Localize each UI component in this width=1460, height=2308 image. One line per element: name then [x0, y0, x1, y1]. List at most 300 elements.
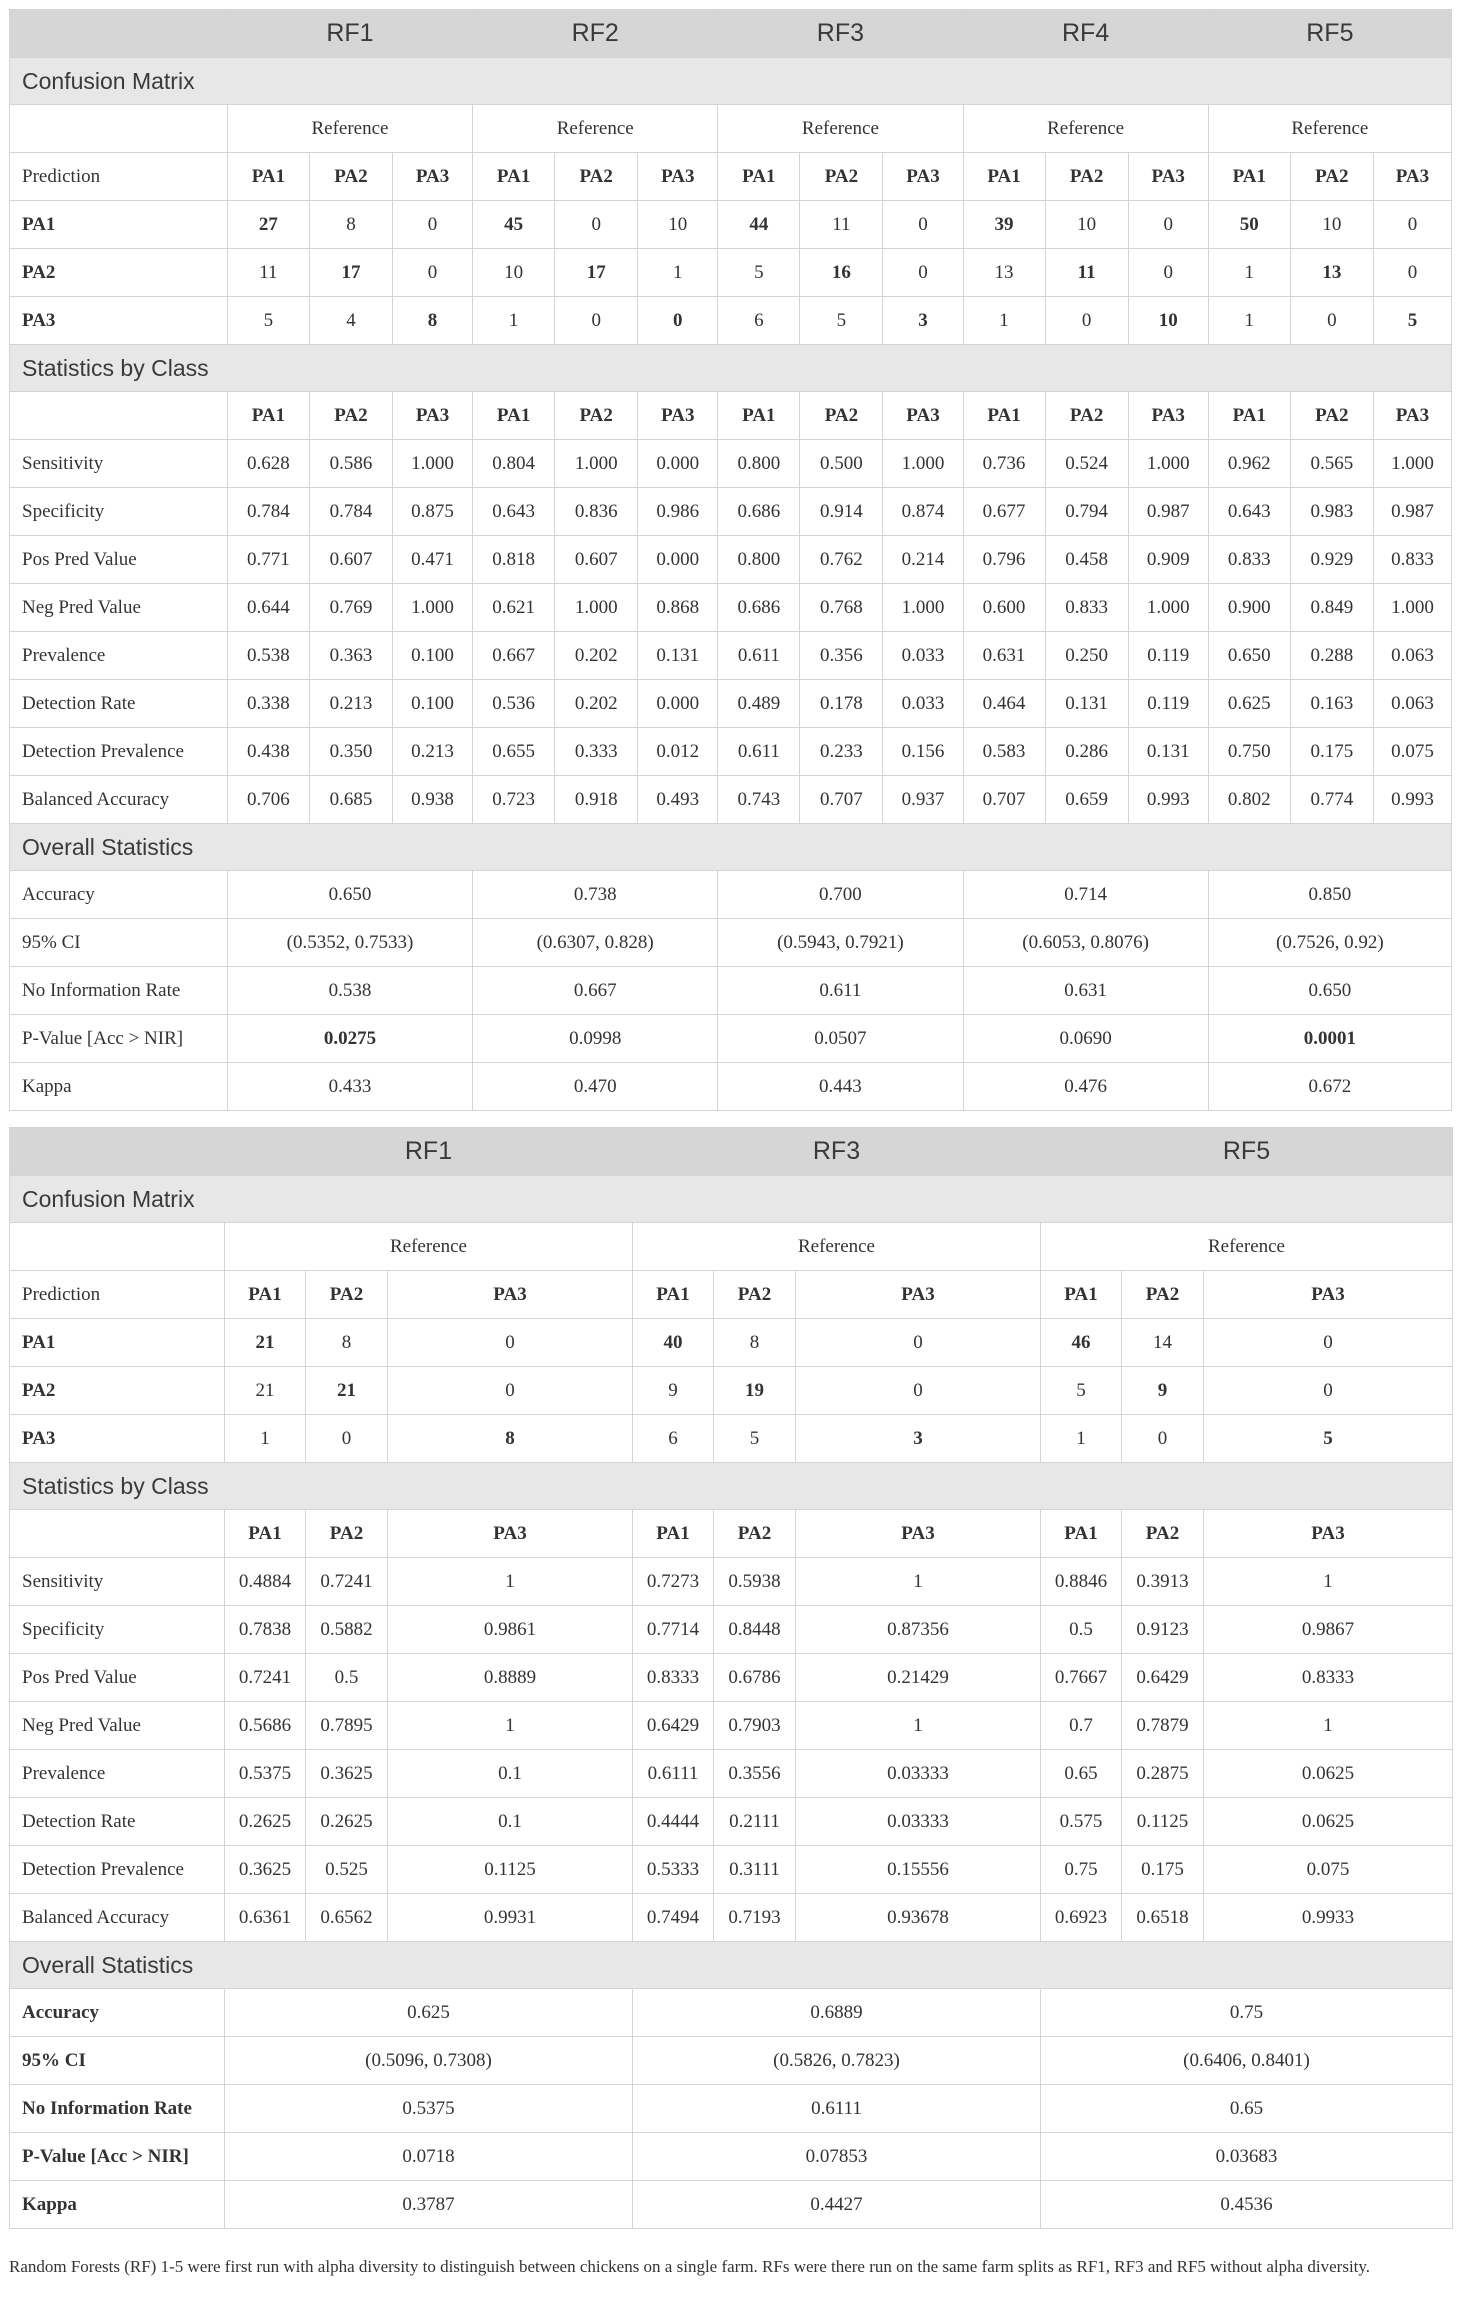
section-row [10, 1176, 1453, 1223]
class-header-row [10, 392, 1452, 440]
value-cell: 8 [714, 1319, 796, 1367]
empty-cell [10, 1510, 225, 1558]
row-label: Detection Rate [10, 680, 228, 728]
class-header: PA1 [1208, 153, 1290, 201]
value-cell: 45 [473, 201, 555, 249]
table-row [10, 249, 1452, 297]
value-cell: 0.175 [1122, 1846, 1204, 1894]
value-cell: 1 [1208, 297, 1290, 345]
row-label: PA2 [10, 249, 228, 297]
class-header: PA3 [393, 153, 473, 201]
value-cell: 0.0718 [225, 2133, 633, 2181]
value-cell: 0.6923 [1041, 1894, 1122, 1942]
value-cell: 0.214 [883, 536, 963, 584]
value-cell: 0.631 [963, 632, 1045, 680]
class-header: PA1 [473, 392, 555, 440]
value-cell: 0.655 [473, 728, 555, 776]
value-cell: 0.438 [227, 728, 309, 776]
table-row [10, 584, 1452, 632]
value-cell: 0.8333 [633, 1654, 714, 1702]
value-cell: 10 [473, 249, 555, 297]
value-cell: 0.983 [1290, 488, 1373, 536]
value-cell: 0 [555, 201, 638, 249]
value-cell: 6 [633, 1415, 714, 1463]
value-cell: 0.119 [1128, 680, 1208, 728]
value-cell: 1 [796, 1702, 1041, 1750]
value-cell: 0.771 [227, 536, 309, 584]
class-header: PA1 [473, 153, 555, 201]
table-row [10, 680, 1452, 728]
table-row [10, 919, 1452, 967]
value-cell: 0.493 [638, 776, 718, 824]
value-cell: 0.611 [718, 728, 800, 776]
class-header: PA2 [1122, 1510, 1204, 1558]
section-title-confusion: Confusion Matrix [10, 1176, 1453, 1223]
value-cell: 0 [796, 1367, 1041, 1415]
value-cell: 44 [718, 201, 800, 249]
value-cell: 14 [1122, 1319, 1204, 1367]
value-cell: 0 [1128, 249, 1208, 297]
value-cell: 0.6889 [633, 1989, 1041, 2037]
value-cell: 8 [393, 297, 473, 345]
class-header: PA3 [393, 392, 473, 440]
value-cell: 0.4444 [633, 1798, 714, 1846]
class-header: PA2 [800, 153, 883, 201]
value-cell: 0.7903 [714, 1702, 796, 1750]
value-cell: 0.5882 [306, 1606, 388, 1654]
class-header: PA2 [1290, 153, 1373, 201]
prediction-label: Prediction [10, 153, 228, 201]
value-cell: 0 [555, 297, 638, 345]
model-header: RF5 [1041, 1128, 1453, 1176]
value-cell: 0.643 [1208, 488, 1290, 536]
value-cell: 0 [883, 201, 963, 249]
value-cell: 0.849 [1290, 584, 1373, 632]
value-cell: 0.611 [718, 632, 800, 680]
value-cell: 4 [309, 297, 392, 345]
value-cell: 0.03683 [1041, 2133, 1453, 2181]
value-cell: 8 [306, 1319, 388, 1367]
value-cell: 0.5333 [633, 1846, 714, 1894]
value-cell: 1 [796, 1558, 1041, 1606]
value-cell: 1.000 [1373, 584, 1451, 632]
value-cell: 27 [227, 201, 309, 249]
model-header: RF3 [633, 1128, 1041, 1176]
class-header: PA1 [225, 1271, 306, 1319]
value-cell: 8 [388, 1415, 633, 1463]
value-cell: 5 [1041, 1367, 1122, 1415]
class-header: PA2 [555, 153, 638, 201]
row-label: 95% CI [10, 919, 228, 967]
class-header: PA3 [638, 392, 718, 440]
value-cell: 0.621 [473, 584, 555, 632]
value-cell: 0 [1122, 1415, 1204, 1463]
value-cell: 0 [388, 1367, 633, 1415]
value-cell: 0.075 [1373, 728, 1451, 776]
row-label: PA3 [10, 1415, 225, 1463]
value-cell: 0.667 [473, 967, 718, 1015]
table-caption: Random Forests (RF) 1-5 were first run with alpha diversity to distinguish between chickens on a single farm. RFs were there run on the same farm splits as RF1, RF3 and RF5 without alpha diversity. [9, 2257, 1371, 2276]
class-header: PA1 [718, 153, 800, 201]
value-cell: 0.0001 [1208, 1015, 1451, 1063]
class-header: PA3 [1128, 392, 1208, 440]
value-cell: (0.6307, 0.828) [473, 919, 718, 967]
value-cell: 0.677 [963, 488, 1045, 536]
value-cell: 0.650 [1208, 967, 1451, 1015]
value-cell: 0.075 [1204, 1846, 1453, 1894]
value-cell: 0.87356 [796, 1606, 1041, 1654]
value-cell: 0.1125 [1122, 1798, 1204, 1846]
value-cell: 5 [800, 297, 883, 345]
value-cell: 5 [714, 1415, 796, 1463]
value-cell: 0 [1290, 297, 1373, 345]
section-title-stats: Statistics by Class [10, 345, 1452, 392]
row-label: Sensitivity [10, 440, 228, 488]
value-cell: 21 [225, 1367, 306, 1415]
value-cell: 0.012 [638, 728, 718, 776]
value-cell: 0.100 [393, 680, 473, 728]
value-cell: 11 [227, 249, 309, 297]
value-cell: 0.6111 [633, 1750, 714, 1798]
table-row [10, 776, 1452, 824]
table-row [10, 201, 1452, 249]
value-cell: 0.929 [1290, 536, 1373, 584]
value-cell: 0.1 [388, 1750, 633, 1798]
value-cell: 0.706 [227, 776, 309, 824]
table-row [10, 1989, 1453, 2037]
value-cell: 0.707 [963, 776, 1045, 824]
value-cell: 0.333 [555, 728, 638, 776]
class-header: PA1 [1041, 1271, 1122, 1319]
class-header: PA1 [1208, 392, 1290, 440]
value-cell: 0.738 [473, 871, 718, 919]
class-header: PA2 [1290, 392, 1373, 440]
row-label: Kappa [10, 1063, 228, 1111]
value-cell: 0.6111 [633, 2085, 1041, 2133]
value-cell: 0.0690 [963, 1015, 1208, 1063]
value-cell: 0.0625 [1204, 1750, 1453, 1798]
value-cell: 0 [1373, 201, 1451, 249]
value-cell: 0.3913 [1122, 1558, 1204, 1606]
value-cell: 0.643 [473, 488, 555, 536]
value-cell: (0.5943, 0.7921) [718, 919, 963, 967]
value-cell: 0 [306, 1415, 388, 1463]
value-cell: 0.3111 [714, 1846, 796, 1894]
value-cell: 0.686 [718, 584, 800, 632]
class-header: PA2 [1045, 392, 1128, 440]
value-cell: 0.65 [1041, 2085, 1453, 2133]
value-cell: 0.524 [1045, 440, 1128, 488]
class-header: PA3 [388, 1510, 633, 1558]
value-cell: 0.03333 [796, 1750, 1041, 1798]
corner-cell [10, 1128, 225, 1176]
value-cell: 1.000 [555, 584, 638, 632]
value-cell: 1 [388, 1558, 633, 1606]
value-cell: 0.685 [309, 776, 392, 824]
value-cell: 17 [555, 249, 638, 297]
value-cell: 0.937 [883, 776, 963, 824]
reference-label: Reference [633, 1223, 1041, 1271]
table-row [10, 1558, 1453, 1606]
value-cell: 0.868 [638, 584, 718, 632]
section-row [10, 58, 1452, 105]
value-cell: 0.707 [800, 776, 883, 824]
row-label: Neg Pred Value [10, 584, 228, 632]
value-cell: 1 [473, 297, 555, 345]
reference-label: Reference [718, 105, 963, 153]
value-cell: 1 [963, 297, 1045, 345]
value-cell: 0.6518 [1122, 1894, 1204, 1942]
value-cell: 0.625 [225, 1989, 633, 2037]
class-header: PA1 [225, 1510, 306, 1558]
value-cell: 0.836 [555, 488, 638, 536]
row-label: Accuracy [10, 871, 228, 919]
section-row [10, 1942, 1453, 1989]
value-cell: 0.800 [718, 536, 800, 584]
row-label: Sensitivity [10, 1558, 225, 1606]
row-label: Prevalence [10, 632, 228, 680]
value-cell: 0.993 [1128, 776, 1208, 824]
value-cell: 0.2625 [306, 1798, 388, 1846]
value-cell: 0.4427 [633, 2181, 1041, 2229]
value-cell: 0.538 [227, 632, 309, 680]
value-cell: 0.644 [227, 584, 309, 632]
value-cell: 1.000 [1373, 440, 1451, 488]
value-cell: 0.175 [1290, 728, 1373, 776]
value-cell: 0.000 [638, 536, 718, 584]
value-cell: 0 [796, 1319, 1041, 1367]
value-cell: 40 [633, 1319, 714, 1367]
class-header: PA3 [883, 153, 963, 201]
class-header: PA2 [1045, 153, 1128, 201]
value-cell: 0.723 [473, 776, 555, 824]
value-cell: 39 [963, 201, 1045, 249]
class-header: PA2 [1122, 1271, 1204, 1319]
reference-label: Reference [227, 105, 472, 153]
value-cell: 0.75 [1041, 1989, 1453, 2037]
reference-label: Reference [1208, 105, 1451, 153]
value-cell: 19 [714, 1367, 796, 1415]
value-cell: 0.178 [800, 680, 883, 728]
value-cell: 0 [1373, 249, 1451, 297]
row-label: No Information Rate [10, 2085, 225, 2133]
value-cell: 0 [638, 297, 718, 345]
value-cell: 0.4536 [1041, 2181, 1453, 2229]
value-cell: 0.213 [393, 728, 473, 776]
value-cell: 13 [963, 249, 1045, 297]
value-cell: 0.796 [963, 536, 1045, 584]
table-row [10, 1798, 1453, 1846]
value-cell: 0.0275 [227, 1015, 472, 1063]
value-cell: 0.000 [638, 440, 718, 488]
value-cell: 21 [225, 1319, 306, 1367]
reference-label: Reference [225, 1223, 633, 1271]
value-cell: 0.100 [393, 632, 473, 680]
value-cell: 0.7241 [225, 1654, 306, 1702]
value-cell: 0.65 [1041, 1750, 1122, 1798]
class-header: PA2 [309, 392, 392, 440]
value-cell: 0.6429 [633, 1702, 714, 1750]
row-label: 95% CI [10, 2037, 225, 2085]
class-header-row [10, 1510, 1453, 1558]
value-cell: 10 [1290, 201, 1373, 249]
value-cell: 0.5938 [714, 1558, 796, 1606]
value-cell: 0.714 [963, 871, 1208, 919]
table-row [10, 1702, 1453, 1750]
value-cell: 1.000 [883, 584, 963, 632]
value-cell: 0.7838 [225, 1606, 306, 1654]
value-cell: 0.3556 [714, 1750, 796, 1798]
reference-row [10, 105, 1452, 153]
value-cell: 0.131 [1128, 728, 1208, 776]
value-cell: 0.288 [1290, 632, 1373, 680]
value-cell: 0.75 [1041, 1846, 1122, 1894]
corner-cell [10, 10, 228, 58]
value-cell: 0.338 [227, 680, 309, 728]
value-cell: 0.1125 [388, 1846, 633, 1894]
table-row [10, 1894, 1453, 1942]
value-cell: 0.850 [1208, 871, 1451, 919]
value-cell: 0.131 [1045, 680, 1128, 728]
value-cell: 0.700 [718, 871, 963, 919]
value-cell: 0.356 [800, 632, 883, 680]
value-cell: 1 [1204, 1702, 1453, 1750]
value-cell: 0.774 [1290, 776, 1373, 824]
table-row [10, 2133, 1453, 2181]
class-header: PA1 [633, 1271, 714, 1319]
value-cell: 0.784 [227, 488, 309, 536]
row-label: PA1 [10, 1319, 225, 1367]
value-cell: 0.063 [1373, 680, 1451, 728]
value-cell: (0.5352, 0.7533) [227, 919, 472, 967]
value-cell: 1 [225, 1415, 306, 1463]
value-cell: 0.818 [473, 536, 555, 584]
value-cell: 0 [1204, 1367, 1453, 1415]
value-cell: 0.5 [306, 1654, 388, 1702]
value-cell: 0.202 [555, 632, 638, 680]
row-label: Neg Pred Value [10, 1702, 225, 1750]
value-cell: 0.607 [309, 536, 392, 584]
value-cell: 0.762 [800, 536, 883, 584]
value-cell: 0.7667 [1041, 1654, 1122, 1702]
value-cell: 0.938 [393, 776, 473, 824]
empty-cell [10, 392, 228, 440]
value-cell: 0.650 [1208, 632, 1290, 680]
model-header-row [10, 1128, 1453, 1176]
row-label: Kappa [10, 2181, 225, 2229]
value-cell: 0.0625 [1204, 1798, 1453, 1846]
value-cell: 0.769 [309, 584, 392, 632]
value-cell: 0.833 [1373, 536, 1451, 584]
class-header: PA3 [1373, 392, 1451, 440]
value-cell: 0.5 [1041, 1606, 1122, 1654]
class-header: PA3 [796, 1510, 1041, 1558]
value-cell: 21 [306, 1367, 388, 1415]
row-label: Detection Prevalence [10, 1846, 225, 1894]
value-cell: 0.993 [1373, 776, 1451, 824]
class-header: PA2 [555, 392, 638, 440]
value-cell: 0.7895 [306, 1702, 388, 1750]
value-cell: 0.768 [800, 584, 883, 632]
table-row [10, 1846, 1453, 1894]
value-cell: 0.350 [309, 728, 392, 776]
value-cell: 0.21429 [796, 1654, 1041, 1702]
value-cell: 8 [309, 201, 392, 249]
value-cell: 0.0998 [473, 1015, 718, 1063]
model-header: RF4 [963, 10, 1208, 58]
value-cell: 0 [388, 1319, 633, 1367]
reference-label: Reference [473, 105, 718, 153]
row-label: Pos Pred Value [10, 1654, 225, 1702]
value-cell: 13 [1290, 249, 1373, 297]
value-cell: 0.2111 [714, 1798, 796, 1846]
value-cell: (0.5826, 0.7823) [633, 2037, 1041, 2085]
value-cell: 0.131 [638, 632, 718, 680]
class-header: PA3 [388, 1271, 633, 1319]
value-cell: 0.8846 [1041, 1558, 1122, 1606]
value-cell: 0.583 [963, 728, 1045, 776]
value-cell: (0.5096, 0.7308) [225, 2037, 633, 2085]
value-cell: 0.600 [963, 584, 1045, 632]
value-cell: (0.6406, 0.8401) [1041, 2037, 1453, 2085]
empty-cell [10, 105, 228, 153]
table-row [10, 2181, 1453, 2229]
value-cell: 0.7879 [1122, 1702, 1204, 1750]
value-cell: 0.7714 [633, 1606, 714, 1654]
value-cell: 5 [1373, 297, 1451, 345]
results-table-without-alpha-diversity [9, 1127, 1453, 2229]
value-cell: 0.250 [1045, 632, 1128, 680]
class-header: PA3 [796, 1271, 1041, 1319]
value-cell: 0.5375 [225, 2085, 633, 2133]
class-header: PA1 [227, 153, 309, 201]
value-cell: 0.3787 [225, 2181, 633, 2229]
class-header: PA3 [1204, 1271, 1453, 1319]
model-header-row [10, 10, 1452, 58]
class-header: PA2 [309, 153, 392, 201]
row-label: Specificity [10, 488, 228, 536]
value-cell: 1 [388, 1702, 633, 1750]
value-cell: 0.2625 [225, 1798, 306, 1846]
model-header: RF2 [473, 10, 718, 58]
class-header: PA3 [1204, 1510, 1453, 1558]
value-cell: 0.875 [393, 488, 473, 536]
value-cell: 0.156 [883, 728, 963, 776]
row-label: Specificity [10, 1606, 225, 1654]
value-cell: 0.800 [718, 440, 800, 488]
value-cell: 10 [638, 201, 718, 249]
value-cell: 50 [1208, 201, 1290, 249]
value-cell: 0.0507 [718, 1015, 963, 1063]
value-cell: (0.7526, 0.92) [1208, 919, 1451, 967]
value-cell: 0.7273 [633, 1558, 714, 1606]
model-header: RF1 [227, 10, 472, 58]
section-title-overall: Overall Statistics [10, 824, 1452, 871]
value-cell: 0.784 [309, 488, 392, 536]
value-cell: 0.736 [963, 440, 1045, 488]
value-cell: 0 [1128, 201, 1208, 249]
value-cell: 0.213 [309, 680, 392, 728]
section-title-stats: Statistics by Class [10, 1463, 1453, 1510]
value-cell: 0.743 [718, 776, 800, 824]
row-label: Prevalence [10, 1750, 225, 1798]
value-cell: 0.5375 [225, 1750, 306, 1798]
class-header: PA3 [1373, 153, 1451, 201]
row-label: P-Value [Acc > NIR] [10, 2133, 225, 2181]
table-row [10, 632, 1452, 680]
value-cell: 0.672 [1208, 1063, 1451, 1111]
class-header: PA2 [714, 1271, 796, 1319]
